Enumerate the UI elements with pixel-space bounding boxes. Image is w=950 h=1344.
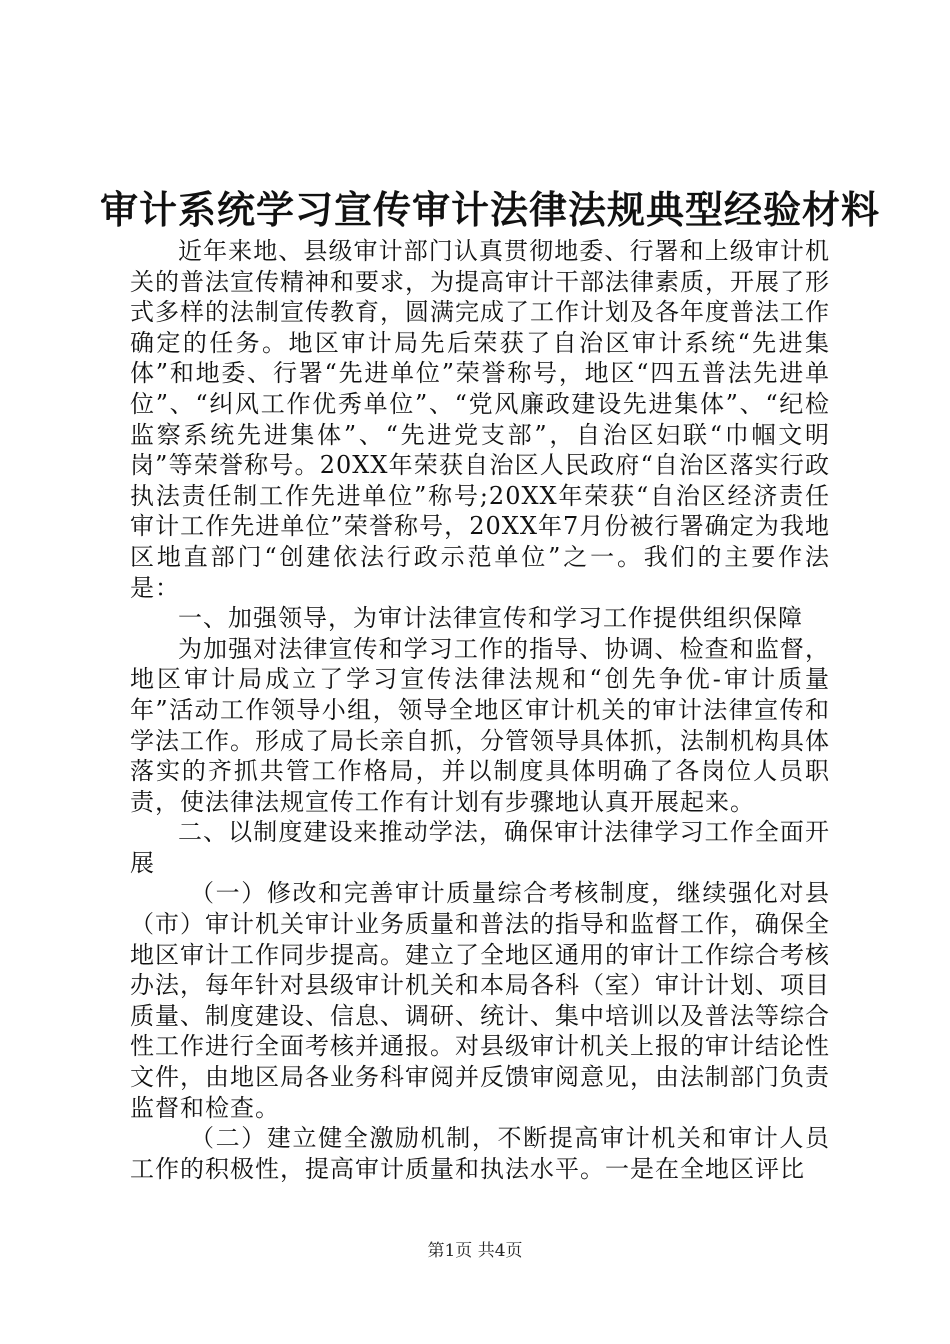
paragraph-subsection-2: （二）建立健全激励机制，不断提高审计机关和审计人员工作的积极性，提高审计质量和执法水平。一是在全地区评比 xyxy=(130,1124,830,1183)
paragraph-section-1: 为加强对法律宣传和学习工作的指导、协调、检查和监督，地区审计局成立了学习宣传法律法规和“创先争优-审计质量年”活动工作领导小组，领导全地区审计机关的审计法律宣传和学法工作。形成了局长亲自抓，分管领导具体抓，法制机构具体落实的齐抓共管工作格局，并以制度具体明确了各岗位人员职责，使法律法规宣传工作有计划有步骤地认真开展起来。 xyxy=(130,634,830,816)
paragraph-intro: 近年来地、县级审计部门认真贯彻地委、行署和上级审计机关的普法宣传精神和要求，为提高审计干部法律素质，开展了形式多样的法制宣传教育，圆满完成了工作计划及各年度普法工作确定的任务。地区审计局先后荣获了自治区审计系统“先进集体”和地委、行署“先进单位”荣誉称号，地区“四五普法先进单位”、“纠风工作优秀单位”、“党风廉政建设先进集体”、“纪检监察系统先进集体”、“先进党支部”，自治区妇联“巾帼文明岗”等荣誉称号。20XX年荣获自治区人民政府“自治区落实行政执法责任制工作先进单位”称号;20XX年荣获“自治区经济责任审计工作先进单位”荣誉称号，20XX年7月份被行署确定为我地区地直部门“创建依法行政示范单位”之一。我们的主要作法是： xyxy=(130,237,830,602)
paragraph-subsection-1: （一）修改和完善审计质量综合考核制度，继续强化对县（市）审计机关审计业务质量和普法的指导和监督工作，确保全地区审计工作同步提高。建立了全地区通用的审计工作综合考核办法，每年针对县级审计机关和本局各科（室）审计计划、项目质量、制度建设、信息、调研、统计、集中培训以及普法等综合性工作进行全面考核并通报。对县级审计机关上报的审计结论性文件，由地区局各业务科审阅并反馈审阅意见，由法制部门负责监督和检查。 xyxy=(130,879,830,1122)
page-footer: 第1页 共4页 xyxy=(427,1241,523,1261)
section-heading-1: 一、加强领导，为审计法律宣传和学习工作提供组织保障 xyxy=(178,604,803,633)
document-body xyxy=(130,236,830,1184)
section-heading-2: 二、以制度建设来推动学法，确保审计法律学习工作全面开展 xyxy=(130,818,830,877)
document-title: 审计系统学习宣传审计法律法规典型经验材料 xyxy=(100,187,881,232)
